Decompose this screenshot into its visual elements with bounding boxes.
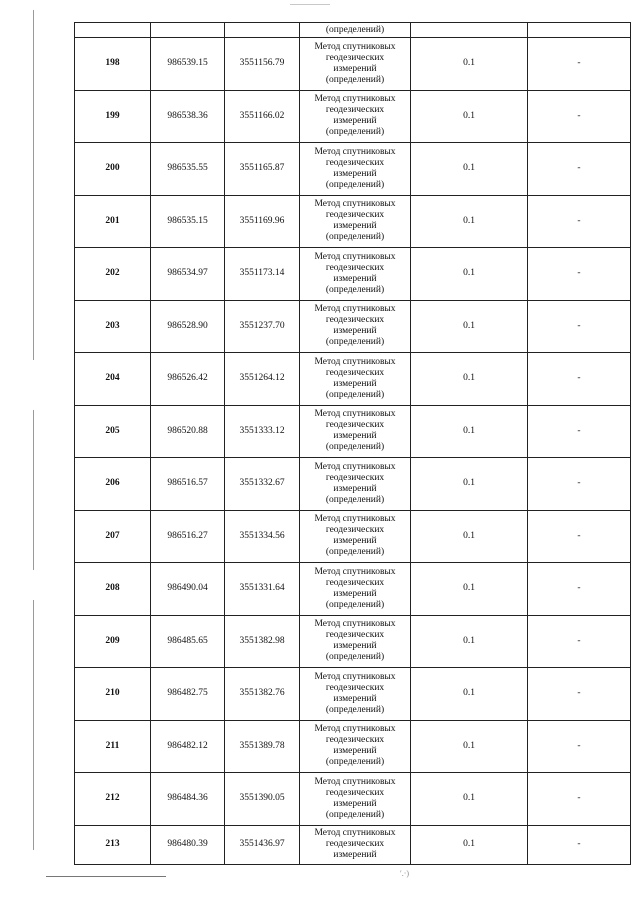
method-line: Метод спутниковых <box>314 356 396 367</box>
method-line: измерений <box>333 746 377 757</box>
method-line: измерений <box>333 850 377 860</box>
accuracy-cell: 0.1 <box>411 458 528 511</box>
table-row <box>75 720 631 773</box>
method-line: измерений <box>333 798 377 809</box>
x-coordinate-cell: 986535.55 <box>151 143 225 196</box>
method-cell <box>300 38 411 91</box>
method-line: Метод спутниковых <box>314 671 396 682</box>
method-line: (определений) <box>325 547 385 558</box>
accuracy-cell: 0.1 <box>411 353 528 406</box>
method-line: измерений <box>333 693 377 704</box>
method-cell <box>300 510 411 563</box>
accuracy-cell: 0.1 <box>411 248 528 301</box>
method-line: (определений) <box>325 652 385 663</box>
method-line: Метод спутниковых <box>314 514 396 525</box>
method-line: (определений) <box>325 809 385 820</box>
point-number-cell: 211 <box>75 720 151 773</box>
x-coordinate-cell: 986539.15 <box>151 38 225 91</box>
y-coordinate-cell: 3551331.64 <box>225 563 300 616</box>
y-coordinate-cell: 3551334.56 <box>225 510 300 563</box>
method-line: измерений <box>333 483 377 494</box>
point-number-cell: 209 <box>75 615 151 668</box>
scan-artifact <box>290 4 330 5</box>
table-row <box>75 353 631 406</box>
scan-margin-line <box>33 600 34 850</box>
method-line: измерений <box>333 641 377 652</box>
point-number-cell: 205 <box>75 405 151 458</box>
coordinates-table <box>74 22 631 865</box>
method-line: измерений <box>333 273 377 284</box>
y-coordinate-cell: 3551382.98 <box>225 615 300 668</box>
method-line: Метод спутниковых <box>314 199 396 210</box>
method-cell <box>300 615 411 668</box>
table-row <box>75 38 631 91</box>
method-line: Метод спутниковых <box>314 461 396 472</box>
note-cell: - <box>528 825 631 864</box>
accuracy-cell: 0.1 <box>411 38 528 91</box>
method-line: геодезических <box>325 105 385 116</box>
y-coordinate-cell: 3551390.05 <box>225 773 300 826</box>
empty-cell <box>151 23 225 38</box>
x-coordinate-cell: 986538.36 <box>151 90 225 143</box>
y-coordinate-cell: 3551389.78 <box>225 720 300 773</box>
empty-cell <box>528 23 631 38</box>
note-cell: - <box>528 300 631 353</box>
accuracy-cell: 0.1 <box>411 563 528 616</box>
method-line: Метод спутниковых <box>314 146 396 157</box>
x-coordinate-cell: 986485.65 <box>151 615 225 668</box>
method-line: геодезических <box>325 367 385 378</box>
method-line: Метод спутниковых <box>314 251 396 262</box>
y-coordinate-cell: 3551382.76 <box>225 668 300 721</box>
y-coordinate-cell: 3551173.14 <box>225 248 300 301</box>
note-cell: - <box>528 143 631 196</box>
accuracy-cell: 0.1 <box>411 195 528 248</box>
y-coordinate-cell: 3551169.96 <box>225 195 300 248</box>
method-cell <box>300 195 411 248</box>
accuracy-cell: 0.1 <box>411 510 528 563</box>
method-line: геодезических <box>325 787 385 798</box>
empty-cell <box>225 23 300 38</box>
method-cell <box>300 143 411 196</box>
method-line: геодезических <box>325 577 385 588</box>
scan-margin-line <box>33 10 34 360</box>
x-coordinate-cell: 986516.27 <box>151 510 225 563</box>
note-cell: - <box>528 720 631 773</box>
method-line: (определений) <box>325 179 385 190</box>
method-cell <box>300 300 411 353</box>
method-line: (определений) <box>325 494 385 505</box>
empty-cell <box>75 23 151 38</box>
continuation-row <box>75 23 631 38</box>
note-cell: - <box>528 195 631 248</box>
note-cell: - <box>528 90 631 143</box>
method-line: (определений) <box>325 74 385 85</box>
y-coordinate-cell: 3551436.97 <box>225 825 300 864</box>
accuracy-cell: 0.1 <box>411 90 528 143</box>
method-cell <box>300 248 411 301</box>
x-coordinate-cell: 986480.39 <box>151 825 225 864</box>
table-row <box>75 615 631 668</box>
accuracy-cell: 0.1 <box>411 773 528 826</box>
point-number-cell: 199 <box>75 90 151 143</box>
table-row <box>75 195 631 248</box>
table-row <box>75 300 631 353</box>
x-coordinate-cell: 986482.12 <box>151 720 225 773</box>
x-coordinate-cell: 986526.42 <box>151 353 225 406</box>
accuracy-cell: 0.1 <box>411 300 528 353</box>
x-coordinate-cell: 986520.88 <box>151 405 225 458</box>
method-line: геодезических <box>325 735 385 746</box>
table-row <box>75 510 631 563</box>
x-coordinate-cell: 986482.75 <box>151 668 225 721</box>
table-row <box>75 143 631 196</box>
footer-mark: ′.·) <box>400 869 410 878</box>
method-line: геодезических <box>325 420 385 431</box>
method-line: измерений <box>333 431 377 442</box>
accuracy-cell: 0.1 <box>411 143 528 196</box>
y-coordinate-cell: 3551264.12 <box>225 353 300 406</box>
table-row <box>75 405 631 458</box>
method-line: Метод спутниковых <box>314 566 396 577</box>
x-coordinate-cell: 986516.57 <box>151 458 225 511</box>
method-line: геодезических <box>325 525 385 536</box>
method-line: (определений) <box>325 337 385 348</box>
method-line: измерений <box>333 63 377 74</box>
note-cell: - <box>528 563 631 616</box>
method-cell <box>300 458 411 511</box>
method-line: Метод спутниковых <box>314 776 396 787</box>
point-number-cell: 202 <box>75 248 151 301</box>
y-coordinate-cell: 3551166.02 <box>225 90 300 143</box>
method-line: измерений <box>333 116 377 127</box>
y-coordinate-cell: 3551333.12 <box>225 405 300 458</box>
method-line: Метод спутниковых <box>314 41 396 52</box>
table-row <box>75 773 631 826</box>
point-number-cell: 208 <box>75 563 151 616</box>
x-coordinate-cell: 986535.15 <box>151 195 225 248</box>
note-cell: - <box>528 353 631 406</box>
method-line: (определений) <box>325 232 385 243</box>
accuracy-cell: 0.1 <box>411 615 528 668</box>
point-number-cell: 198 <box>75 38 151 91</box>
method-continuation: (определений) <box>300 23 411 38</box>
point-number-cell: 203 <box>75 300 151 353</box>
coordinates-table-body <box>75 23 631 865</box>
method-line: измерений <box>333 221 377 232</box>
method-line: измерений <box>333 588 377 599</box>
method-line: Метод спутниковых <box>314 619 396 630</box>
method-line: геодезических <box>325 315 385 326</box>
method-line: (определений) <box>325 284 385 295</box>
point-number-cell: 212 <box>75 773 151 826</box>
method-line: (определений) <box>325 704 385 715</box>
point-number-cell: 210 <box>75 668 151 721</box>
method-line: геодезических <box>325 52 385 63</box>
note-cell: - <box>528 773 631 826</box>
note-cell: - <box>528 458 631 511</box>
method-line: (определений) <box>325 127 385 138</box>
note-cell: - <box>528 668 631 721</box>
table-row <box>75 458 631 511</box>
accuracy-cell: 0.1 <box>411 720 528 773</box>
point-number-cell: 201 <box>75 195 151 248</box>
method-line: измерений <box>333 168 377 179</box>
y-coordinate-cell: 3551156.79 <box>225 38 300 91</box>
method-cell <box>300 720 411 773</box>
note-cell: - <box>528 510 631 563</box>
accuracy-cell: 0.1 <box>411 668 528 721</box>
y-coordinate-cell: 3551165.87 <box>225 143 300 196</box>
empty-cell <box>411 23 528 38</box>
method-line: (определений) <box>325 757 385 768</box>
point-number-cell: 207 <box>75 510 151 563</box>
point-number-cell: 206 <box>75 458 151 511</box>
method-line: измерений <box>333 378 377 389</box>
method-line: Метод спутниковых <box>314 304 396 315</box>
method-line: (определений) <box>325 599 385 610</box>
point-number-cell: 213 <box>75 825 151 864</box>
point-number-cell: 200 <box>75 143 151 196</box>
note-cell: - <box>528 248 631 301</box>
table-row <box>75 668 631 721</box>
method-line: измерений <box>333 536 377 547</box>
x-coordinate-cell: 986534.97 <box>151 248 225 301</box>
method-line: Метод спутниковых <box>314 828 396 838</box>
footer-rule <box>46 876 166 877</box>
table-row <box>75 248 631 301</box>
table-row <box>75 90 631 143</box>
note-cell: - <box>528 405 631 458</box>
note-cell: - <box>528 38 631 91</box>
method-cell <box>300 668 411 721</box>
method-line: геодезических <box>325 157 385 168</box>
method-line: Метод спутниковых <box>314 409 396 420</box>
table-row <box>75 825 631 864</box>
method-cell <box>300 825 411 864</box>
method-line: геодезических <box>325 839 385 849</box>
scan-margin-line <box>33 410 34 570</box>
method-line: геодезических <box>325 262 385 273</box>
method-cell <box>300 773 411 826</box>
y-coordinate-cell: 3551237.70 <box>225 300 300 353</box>
method-line: (определений) <box>325 442 385 453</box>
method-line: (определений) <box>325 389 385 400</box>
method-line: геодезических <box>325 630 385 641</box>
method-line: геодезических <box>325 472 385 483</box>
method-line: геодезических <box>325 210 385 221</box>
method-line: Метод спутниковых <box>314 94 396 105</box>
method-line: Метод спутниковых <box>314 724 396 735</box>
y-coordinate-cell: 3551332.67 <box>225 458 300 511</box>
x-coordinate-cell: 986484.36 <box>151 773 225 826</box>
method-cell <box>300 563 411 616</box>
accuracy-cell: 0.1 <box>411 405 528 458</box>
method-cell <box>300 90 411 143</box>
x-coordinate-cell: 986490.04 <box>151 563 225 616</box>
x-coordinate-cell: 986528.90 <box>151 300 225 353</box>
note-cell: - <box>528 615 631 668</box>
point-number-cell: 204 <box>75 353 151 406</box>
method-line: геодезических <box>325 682 385 693</box>
method-line: измерений <box>333 326 377 337</box>
table-row <box>75 563 631 616</box>
method-cell <box>300 405 411 458</box>
method-cell <box>300 353 411 406</box>
accuracy-cell: 0.1 <box>411 825 528 864</box>
